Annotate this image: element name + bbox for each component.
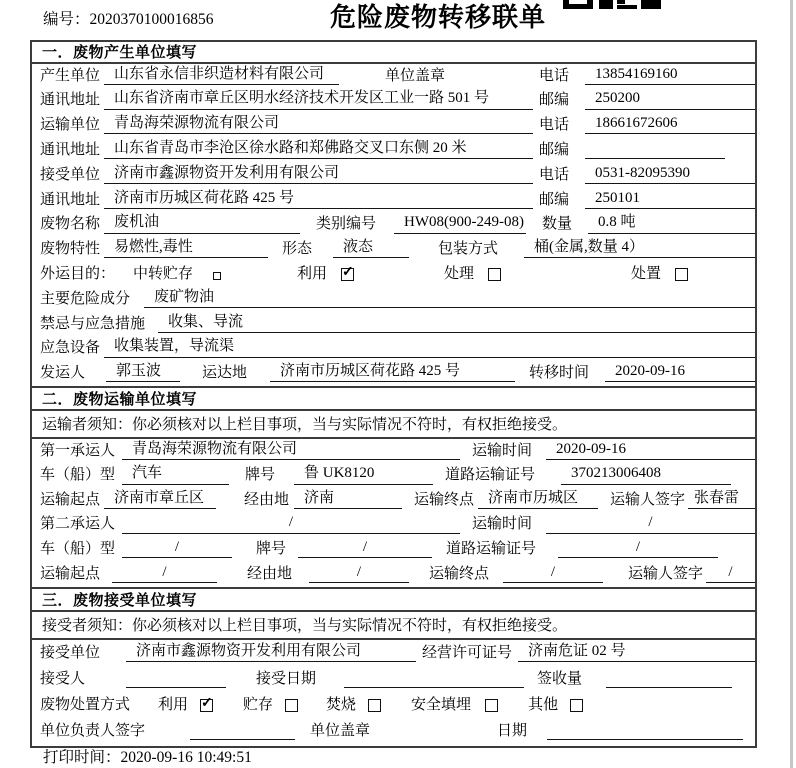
receiver-unit-value: 济南市鑫源物资开发利用有限公司 [104,165,533,184]
transport-time1-value: 2020-09-16 [546,441,755,460]
receive-date-label: 接受日期 [256,670,317,687]
equipment-value: 收集装置，导流渠 [104,338,755,357]
carrier-sign1-label: 运输人签字 [610,491,686,508]
terminal2-value: / [503,564,603,583]
road-permit1-label: 道路运输证号 [445,467,536,484]
category-code-value: HW08(900-249-08) [394,214,526,233]
carrier-sign1-value: 张春雷 [688,490,755,509]
producer-phone-value: 13854169160 [585,66,755,85]
vehicle-type1-label: 车（船）型 [40,467,116,484]
taboo-value: 收集、导流 [158,314,755,333]
purpose-option-dispose-label: 处置 [631,265,662,282]
taboo-row [32,312,755,337]
checkbox-unchecked-icon [675,268,688,281]
sign-quantity-value [606,671,732,688]
transporter-phone-value: 18661672606 [585,115,755,134]
form-state-value: 液态 [333,239,409,258]
producer-unit-label: 产生单位 [40,67,101,84]
checkbox-unchecked-icon [485,699,498,712]
receive-person-value [126,671,226,688]
print-time [43,749,252,767]
route1-row [32,489,755,514]
window-edge [790,0,793,768]
origin2-value: / [112,564,217,583]
via1-value: 济南 [294,490,402,509]
destination-label: 运达地 [202,365,248,382]
second-carrier-label: 第二承运人 [40,516,116,533]
waste-property-label: 废物特性 [40,241,101,258]
print-time-label: 打印时间： [43,749,121,766]
transporter-unit-label: 运输单位 [40,117,101,134]
receiver-unit-label: 接受单位 [40,166,101,183]
purpose-option-treat-label: 处理 [444,265,475,282]
plate-no2-label: 牌号 [256,541,287,558]
vehicle2-row [32,538,755,563]
transporter-unit-row [32,114,755,139]
disposal-label: 废物处置方式 [40,696,131,713]
shipper-label: 发运人 [40,365,86,382]
doc-number [43,11,214,29]
via1-label: 经由地 [244,491,290,508]
responsible-sign-row [32,718,755,744]
first-carrier-row [32,439,755,464]
disposal-row [32,692,755,718]
waste-name-value: 废机油 [104,214,300,233]
terminal2-label: 运输终点 [429,565,490,582]
origin2-label: 运输起点 [40,565,101,582]
transporter-unit-value: 青岛海荣源物流有限公司 [104,115,533,134]
first-carrier-label: 第一承运人 [40,442,116,459]
disposal-option-burn-label: 焚烧 [326,696,357,713]
sign-quantity-label: 签收量 [537,670,583,687]
disposal-option-store-label: 贮存 [243,696,274,713]
producer-address-label: 通讯地址 [40,92,101,109]
transporter-zip-value [585,142,725,159]
packing-label: 包装方式 [438,241,499,258]
print-time-value: 2020-09-16 10:49:51 [120,749,252,766]
doc-number-value: 2020370100016856 [89,11,214,28]
equipment-label: 应急设备 [40,340,101,357]
manifest-form [30,40,757,748]
license-no-label: 经营许可证号 [422,644,513,661]
receive-unit-row [32,640,755,666]
producer-phone-label: 电话 [539,67,570,84]
checkbox-unchecked-icon [285,699,298,712]
receiver-address-value: 济南市历城区荷花路 425 号 [104,190,533,209]
vehicle1-row [32,464,755,489]
checkbox-unchecked-icon [570,699,583,712]
transporter-address-label: 通讯地址 [40,141,101,158]
transfer-time-label: 转移时间 [529,365,590,382]
transporter-address-row [32,138,755,163]
carrier-sign2-value: / [706,564,755,583]
origin1-label: 运输起点 [40,491,101,508]
transporter-notice: 运输者须知：你必须核对以上栏目事项，当与实际情况不符时，有权拒绝接受。 [32,411,755,439]
via2-value: / [309,564,409,583]
responsible-sign-value [190,723,295,740]
checkbox-checked-icon [341,268,354,281]
carrier-sign2-label: 运输人签字 [628,565,704,582]
packing-value: 桶(金属,数量 4） [524,239,755,258]
receiver-seal-label: 单位盖章 [310,722,371,739]
equipment-row [32,337,755,362]
terminal1-value: 济南市历城区 [478,490,598,509]
receive-person-row [32,666,755,692]
checkbox-unchecked-icon [368,699,381,712]
qr-code-fragment [563,0,663,10]
shipper-value: 郭玉波 [106,363,180,382]
doc-number-label: 编号： [43,11,90,28]
purpose-option-transfer-label: 中转贮存 [133,265,194,282]
second-carrier-value: / [122,514,460,533]
destination-value: 济南市历城区荷花路 425 号 [270,363,515,382]
transport-time2-value: / [546,514,755,533]
producer-zip-value: 250200 [585,90,755,109]
transporter-phone-label: 电话 [539,117,570,134]
terminal1-label: 运输终点 [414,491,475,508]
via2-label: 经由地 [247,565,293,582]
transfer-time-value: 2020-09-16 [605,363,755,382]
receiver-zip-value: 250101 [585,190,755,209]
taboo-label: 禁忌与应急措施 [40,315,146,332]
vehicle-type2-label: 车（船）型 [40,541,116,558]
responsible-sign-label: 单位负责人签字 [40,722,146,739]
first-carrier-value: 青岛海荣源物流有限公司 [122,441,460,460]
road-permit2-value: / [558,539,718,558]
purpose-row [32,262,755,287]
checkbox-checked-icon [200,699,213,712]
transporter-address-value: 山东省青岛市李沧区徐水路和郑佛路交叉口东侧 20 米 [104,140,533,159]
road-permit1-value: 370213006408 [561,465,731,484]
checkbox-unchecked-icon [213,272,221,280]
transporter-zip-label: 邮编 [539,141,570,158]
receiver-unit-row [32,163,755,188]
form-state-label: 形态 [282,241,313,258]
category-code-label: 类别编号 [316,216,377,233]
second-carrier-row [32,513,755,538]
receiver-notice: 接受者须知：你必须核对以上栏目事项，当与实际情况不符时，有权拒绝接受。 [32,612,755,640]
receiver-address-row [32,188,755,213]
vehicle-type2-value: / [122,539,232,558]
receiver-phone-value: 0531-82095390 [585,165,755,184]
receive-unit-value: 济南市鑫源物资开发利用有限公司 [126,643,416,662]
quantity-value: 0.8 吨 [588,214,755,233]
producer-unit-value: 山东省永信非织造材料有限公司 [104,66,339,85]
shipper-row [32,362,755,387]
producer-address-value: 山东省济南市章丘区明水经济技术开发区工业一路 501 号 [104,90,533,109]
vehicle-type1-value: 汽车 [122,465,229,484]
hazard-row [32,287,755,312]
receive-unit-label: 接受单位 [40,644,101,661]
producer-zip-label: 邮编 [539,92,570,109]
road-permit2-label: 道路运输证号 [446,541,537,558]
plate-no2-value: / [298,539,432,558]
unit-seal-label: 单位盖章 [385,67,446,84]
date-label: 日期 [497,722,528,739]
section1-header: 一．废物产生单位填写 [32,42,755,64]
license-no-value: 济南危证 02 号 [518,643,755,662]
receiver-phone-label: 电话 [539,166,570,183]
waste-name-row [32,213,755,238]
producer-unit-row [32,64,755,89]
disposal-option-other-label: 其他 [528,696,559,713]
purpose-option-use-label: 利用 [297,265,328,282]
waste-name-label: 废物名称 [40,216,101,233]
hazard-label: 主要危险成分 [40,290,131,307]
purpose-label: 外运目的： [40,265,116,282]
disposal-option-landfill-label: 安全填埋 [411,696,472,713]
plate-no1-value: 鲁 UK8120 [294,465,433,484]
waste-property-value: 易燃性,毒性 [104,239,268,258]
transport-time1-label: 运输时间 [472,442,533,459]
page-title: 危险废物转移联单 [330,3,547,32]
route2-row [32,562,755,587]
quantity-label: 数量 [542,216,573,233]
date-value [547,723,743,740]
receive-person-label: 接受人 [40,670,86,687]
receiver-address-label: 通讯地址 [40,191,101,208]
receive-date-value [344,671,524,688]
disposal-option-use-label: 利用 [158,696,189,713]
hazard-value: 废矿物油 [144,289,755,308]
producer-address-row [32,89,755,114]
section2-header: 二．废物运输单位填写 [32,386,755,411]
checkbox-unchecked-icon [488,268,501,281]
origin1-value: 济南市章丘区 [104,490,216,509]
receiver-zip-label: 邮编 [539,191,570,208]
transport-time2-label: 运输时间 [472,516,533,533]
plate-no1-label: 牌号 [245,467,276,484]
waste-property-row [32,238,755,263]
section3-header: 三．废物接受单位填写 [32,587,755,612]
